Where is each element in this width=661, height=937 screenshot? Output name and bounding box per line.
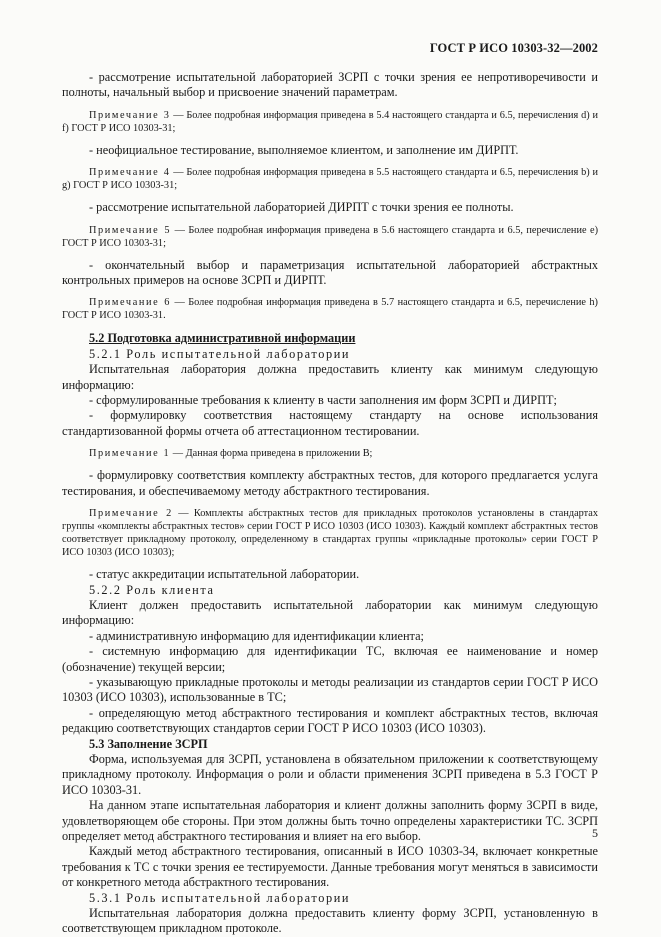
paragraph: Каждый метод абстрактного тестирования, описанный в ИСО 10303-34, включает конкретные требования к ТС с точки зрения ее тестируемости. Данные требования могут меняться в зависимости от конкретного метода абстрактного тестирования. <box>62 844 598 890</box>
note-text: — Более подробная информация приведена в 5.4 настоящего стандарта и 6.5, перечисления d) и f) ГОСТ Р ИСО 10303-31; <box>62 109 598 134</box>
section-heading-5-3: 5.3 Заполнение ЗСРП <box>89 736 208 751</box>
list-item-review-dirpt: - рассмотрение испытательной лабораторией ДИРПТ с точки зрения ее полноты. <box>89 200 514 215</box>
list-item-informal-testing: - неофициальное тестирование, выполняемое клиентом, и заполнение им ДИРПТ. <box>89 142 519 157</box>
note-label: Примечание 1 <box>89 448 171 460</box>
note-6 <box>62 296 598 322</box>
page-body <box>62 70 598 937</box>
list-item: - указывающую прикладные протоколы и методы реализации из стандартов серии ГОСТ Р ИСО 10303 (ИСО 10303), использованные в ТС; <box>62 674 598 705</box>
list-item: - формулировку соответствия настоящему стандарту на основе использования стандартизованной формы отчета об аттестационном тестировании. <box>62 408 598 438</box>
paragraph: Клиент должен предоставить испытательной лаборатории как минимум следующую информацию: <box>62 597 598 628</box>
note-5 <box>62 224 598 250</box>
note-label: Примечание 4 <box>89 167 171 179</box>
document-header: ГОСТ Р ИСО 10303-32—2002 <box>429 41 598 55</box>
page-number: 5 <box>592 826 598 840</box>
paragraph: Форма, используемая для ЗСРП, установлена в обязательном приложении к соответствующему прикладному протоколу. Информация о роли и области применения ЗСРП приведена в 5.3 ГОСТ Р ИСО 10303-31. <box>62 751 598 797</box>
note-text: — Комплекты абстрактных тестов для прикладных протоколов установлены в стандартах группы «комплекты абстрактных тестов» серии ГОСТ Р ИСО 10303 (ИСО 10303). Каждый комплект абстрактных тестов соответствует прикладному протоколу, определенному в стандартах группы «прикладные протоколы» серии ГОСТ Р ИСО 10303 (ИСО 10303); <box>62 508 599 559</box>
list-item: - формулировку соответствия комплекту абстрактных тестов, для которого предлагается услуга тестирования, и обеспечиваемому методу абстрактного тестирования. <box>62 468 598 498</box>
section-heading-5-2: 5.2 Подготовка административной информации <box>89 331 356 346</box>
note-text: — Более подробная информация приведена в 5.6 настоящего стандарта и 6.5, перечисление е) ГОСТ Р ИСО 10303-31; <box>62 224 598 249</box>
list-item: - системную информацию для идентификации ТС, включая ее наименование и номер (обозначение) текущей версии; <box>62 644 598 674</box>
list-item: - сформулированные требования к клиенту в части заполнения им форм ЗСРП и ДИРПТ; <box>89 393 557 408</box>
note-label: Примечание 5 <box>89 224 172 236</box>
list-item: - административную информацию для идентификации клиента; <box>89 628 424 643</box>
list-item: - статус аккредитации испытательной лаборатории. <box>89 567 360 582</box>
list-item-final-selection: - окончательный выбор и параметризация испытательной лабораторией абстрактных контрольных примеров на основе ЗСРП и ДИРПТ. <box>62 257 598 288</box>
list-item: - определяющую метод абстрактного тестирования и комплект абстрактных тестов, включая редакцию соответствующих стандартов серии ГОСТ Р ИСО 10303 (ИСО 10303). <box>62 705 598 736</box>
note-text: — Данная форма приведена в приложении В; <box>170 448 373 460</box>
note-2 <box>62 507 598 559</box>
note-4 <box>62 166 598 192</box>
note-label: Примечание 2 <box>89 508 173 520</box>
paragraph: Испытательная лаборатория должна предоставить клиенту как минимум следующую информацию: <box>62 362 598 392</box>
paragraph: Испытательная лаборатория должна предоставить клиенту форму ЗСРП, установленную в соответствующем прикладном протоколе. <box>62 906 598 936</box>
subsection-heading-5-3-1: 5.3.1 Роль испытательной лаборатории <box>89 890 351 905</box>
paragraph: На данном этапе испытательная лаборатория и клиент должны заполнить форму ЗСРП в виде, удовлетворяющем обе стороны. При этом должны быть точно определены характеристики ТС. ЗСРП определяет метод абстрактного тестирования и влияет на его выбор. <box>62 798 598 843</box>
subsection-heading-5-2-1: 5.2.1 Роль испытательной лаборатории <box>89 346 351 361</box>
note-3 <box>62 109 598 135</box>
note-text: — Более подробная информация приведена в 5.7 настоящего стандарта и 6.5, перечисление h) ГОСТ Р ИСО 10303-31. <box>62 297 598 322</box>
subsection-heading-5-2-2: 5.2.2 Роль клиента <box>89 582 215 597</box>
note-label: Примечание 6 <box>89 297 172 309</box>
note-label: Примечание 3 <box>89 109 171 121</box>
list-item-review-completeness: - рассмотрение испытательной лабораторией ЗСРП с точки зрения ее непротиворечивости и полноты, начальный выбор и присвоение значений параметрам. <box>62 70 598 100</box>
note-text: — Более подробная информация приведена в 5.5 настоящего стандарта и 6.5, перечисления b) и g) ГОСТ Р ИСО 10303-31; <box>62 167 598 192</box>
note-1 <box>62 447 598 460</box>
